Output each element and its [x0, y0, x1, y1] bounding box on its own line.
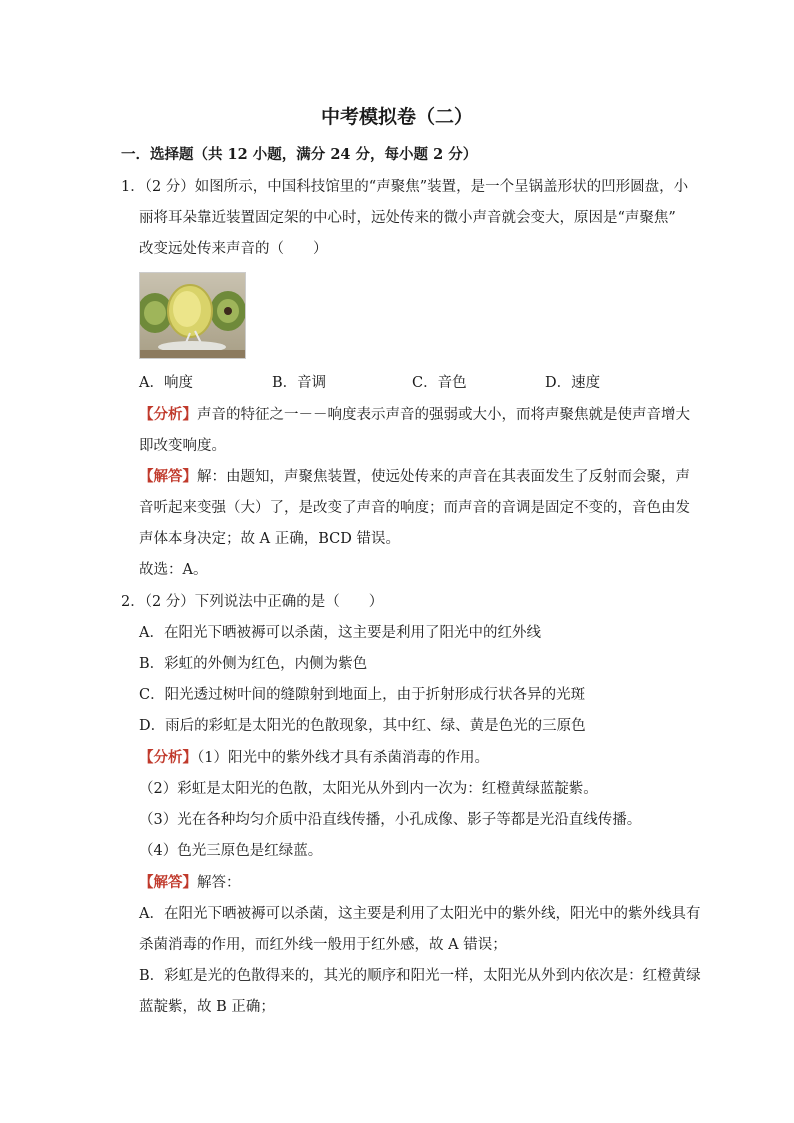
q2-answer-line-2: A．在阳光下晒被褥可以杀菌，这主要是利用了太阳光中的紫外线，阳光中的紫外线具有 [139, 906, 701, 922]
q2-answer-line-3: 杀菌消毒的作用，而红外线一般用于红外感，故 A 错误； [139, 937, 507, 953]
q1-analysis-line-1 [139, 406, 690, 424]
q2-option-a: A．在阳光下晒被褥可以杀菌，这主要是利用了阳光中的红外线 [139, 625, 541, 641]
q2-analysis-line-3: （3）光在各种均匀介质中沿直线传播，小孔成像、影子等都是光沿直线传播。 [139, 812, 642, 828]
q2-analysis-line-2: （2）彩虹是太阳光的色散，太阳光从外到内一次为：红橙黄绿蓝靛紫。 [139, 781, 598, 797]
q2-answer-line-5: 蓝靛紫，故 B 正确； [139, 999, 275, 1015]
q2-answer-line-4: B．彩虹是光的色散得来的，其光的顺序和阳光一样，太阳光从外到内依次是：红橙黄绿 [139, 968, 701, 984]
q2-analysis-tag: 【分析】 [139, 749, 197, 766]
q2-answer-line-1 [139, 874, 241, 892]
q1-analysis-line-2: 即改变响度。 [139, 438, 226, 454]
q1-answer-line-3: 声体本身决定；故 A 正确，BCD 错误。 [139, 531, 400, 547]
q2-stem: 2．（2 分）下列说法中正确的是（ ） [121, 594, 384, 610]
q2-answer-text: 解答： [197, 875, 241, 891]
q1-analysis-tag: 【分析】 [139, 406, 197, 423]
q1-stem-line-2: 丽将耳朵靠近装置固定架的中心时，远处传来的微小声音就会变大，原因是“声聚焦” [139, 210, 676, 226]
q2-analysis-line-4: （4）色光三原色是红绿蓝。 [139, 843, 323, 859]
q2-analysis-line-1 [139, 749, 489, 767]
q2-option-d: D．雨后的彩虹是太阳光的色散现象，其中红、绿、黄是色光的三原色 [139, 718, 586, 734]
q2-analysis-text: （1）阳光中的紫外线才具有杀菌消毒的作用。 [197, 750, 489, 766]
q1-option-b: B．音调 [272, 375, 327, 391]
q1-answer-line-2: 音听起来变强（大）了，是改变了声音的响度；而声音的音调是固定不变的，音色由发 [139, 500, 690, 516]
q1-option-a: A．响度 [139, 375, 193, 391]
page-title: 中考模拟卷（二） [320, 106, 473, 128]
sound-focus-device-photo [139, 272, 246, 359]
section-heading: 一．选择题（共 12 小题，满分 24 分，每小题 2 分） [121, 146, 478, 163]
q2-answer-tag: 【解答】 [139, 874, 197, 891]
q1-choice: 故选：A。 [139, 562, 208, 578]
q1-answer-line-1 [139, 468, 690, 486]
q2-option-b: B．彩虹的外侧为红色，内侧为紫色 [139, 656, 368, 672]
q1-answer-text: 解：由题知，声聚焦装置，使远处传来的声音在其表面发生了反射而会聚，声 [197, 469, 690, 485]
q1-stem-line-1: 1．（2 分）如图所示，中国科技馆里的“声聚焦”装置，是一个呈锅盖形状的凹形圆盘，小 [121, 179, 689, 195]
q1-answer-tag: 【解答】 [139, 468, 197, 485]
q1-analysis-text: 声音的特征之一－－响度表示声音的强弱或大小，而将声聚焦就是使声音增大 [197, 407, 690, 423]
q1-option-c: C．音色 [412, 375, 467, 391]
q1-option-d: D．速度 [545, 375, 601, 391]
q1-stem-line-3: 改变远处传来声音的（ ） [139, 241, 328, 257]
q2-option-c: C．阳光透过树叶间的缝隙射到地面上，由于折射形成行状各异的光斑 [139, 687, 586, 703]
